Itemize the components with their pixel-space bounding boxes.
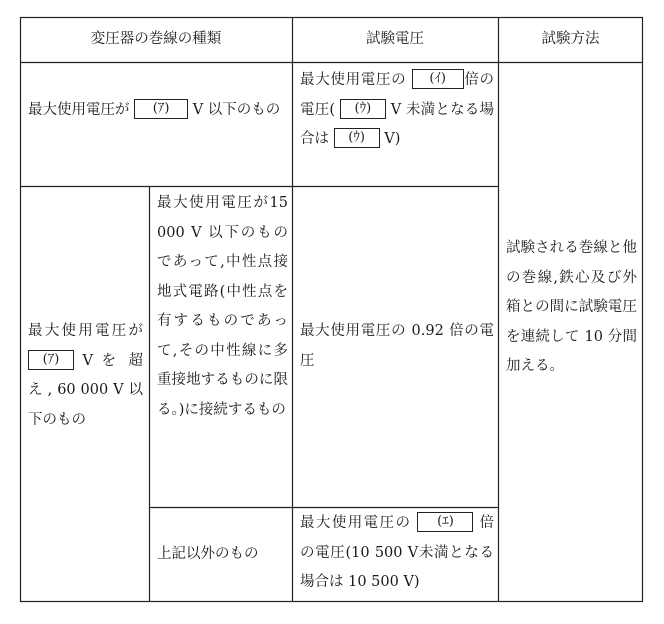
header-test-method: 試験方法 xyxy=(541,31,600,47)
row2-group-suffix: V を 超 え , 60 000 V 以下のもの xyxy=(28,352,143,428)
row1-voltage-suffix: V) xyxy=(384,131,401,147)
row2-sub2-voltage xyxy=(300,509,494,598)
blank-i: (ｲ) xyxy=(412,69,464,89)
row2-sub1-type: 最大使用電圧が15 000 V 以下のものであって,中性点接地式電路(中性点を有するものであって,その中性線に多重接地するものに限る。)に接続するもの xyxy=(157,195,288,418)
row2-sub1-voltage: 最大使用電圧の 0.92 倍の電圧 xyxy=(300,323,494,369)
test-method-text: 試験される巻線と他の巻線,鉄心及び外箱との間に試験電圧を連続して 10 分間加える。 xyxy=(506,240,637,374)
row1-winding-type xyxy=(28,96,286,126)
row2-sub2-voltage-prefix: 最大使用電圧の xyxy=(300,515,412,531)
row1-voltage-prefix: 最大使用電圧の xyxy=(300,72,407,88)
row1-type-prefix: 最大使用電圧が xyxy=(28,102,130,118)
blank-u2: (ｳ) xyxy=(334,128,380,148)
row2-sub2-voltage-suffix: 倍の電圧(10 500 V未満となる場合は 10 500 V) xyxy=(300,515,495,590)
row1-test-voltage xyxy=(300,66,494,155)
blank-e: (ｴ) xyxy=(417,512,473,532)
blank-a: (ｱ) xyxy=(134,99,188,119)
row1-type-suffix: V 以下のもの xyxy=(192,102,281,118)
row2-sub2-type: 上記以外のもの xyxy=(157,546,259,562)
row1-voltage-mid2: V 未満となる場合は xyxy=(300,101,494,147)
header-test-voltage: 試験電圧 xyxy=(366,31,424,47)
blank-u1: (ｳ) xyxy=(340,99,386,119)
blank-a-2: (ｱ) xyxy=(28,350,74,370)
row2-group-type xyxy=(28,317,143,435)
row2-group-prefix: 最大使用電圧が xyxy=(28,323,143,339)
row1-voltage-mid: 倍の電圧( xyxy=(300,72,495,118)
header-winding-type: 変圧器の巻線の種類 xyxy=(90,31,222,47)
